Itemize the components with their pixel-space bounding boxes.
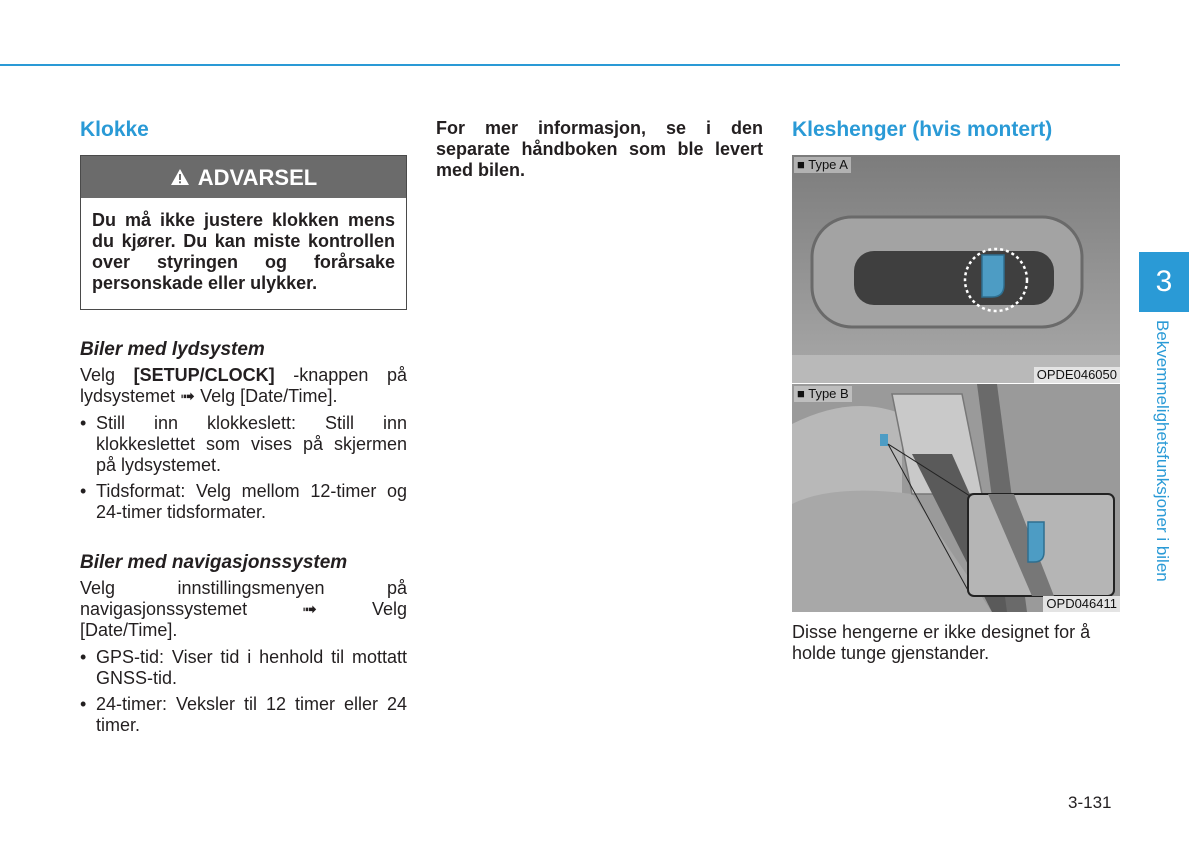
list-item bbox=[80, 694, 407, 736]
list-item-text: 24-timer: Veksler til 12 timer eller 24 timer. bbox=[96, 694, 407, 735]
left-column bbox=[80, 118, 407, 736]
coat-hanger-caption: Disse hengerne er ikke designet for å holde tunge gjenstander. bbox=[792, 622, 1091, 663]
chapter-title bbox=[1152, 320, 1176, 610]
setup-clock-key: [SETUP/CLOCK] bbox=[133, 365, 275, 385]
chapter-title-text: Bekvemmelighetsfunksjoner i bilen bbox=[1153, 320, 1172, 582]
chapter-tab: 3 bbox=[1139, 252, 1189, 312]
bullet: • bbox=[80, 481, 87, 501]
audio-instruction-c: -knappen på lydsystemet ➟ Velg [Date/Time]. bbox=[80, 365, 407, 406]
bullet: • bbox=[80, 694, 87, 714]
subheading-navigation: Biler med navigasjonssystem bbox=[80, 552, 348, 573]
nav-instruction: Velg innstillingsmenyen på navigasjonssystemet ➟ Velg [Date/Time]. bbox=[80, 578, 407, 640]
list-item bbox=[80, 481, 407, 523]
coat-hook-type-a-illustration bbox=[792, 155, 1120, 383]
audio-list bbox=[80, 413, 407, 523]
section-heading-coat-hanger: Kleshenger (hvis montert) bbox=[792, 118, 1053, 141]
warning-text: Du må ikke justere klokken mens du kjører. Du kan miste kontrollen over styringen og forårsake personskade eller ulykker. bbox=[92, 210, 395, 293]
section-heading-clock: Klokke bbox=[80, 118, 149, 141]
audio-instruction-a: Velg bbox=[80, 365, 134, 385]
list-item-text: Tidsformat: Velg mellom 12-timer og 24-timer tidsformater. bbox=[96, 481, 407, 522]
bullet: • bbox=[80, 413, 87, 433]
coat-hook-type-b-illustration bbox=[792, 384, 1120, 612]
figure-type-a-code: OPDE046050 bbox=[1034, 367, 1120, 383]
figure-type-a bbox=[792, 155, 1120, 383]
figure-type-a-label: ■ Type A bbox=[794, 157, 851, 173]
list-item bbox=[80, 413, 407, 476]
warning-title: ADVARSEL bbox=[197, 164, 318, 190]
figure-type-b bbox=[792, 384, 1120, 612]
nav-list bbox=[80, 647, 407, 736]
right-column bbox=[792, 118, 1120, 664]
warning-header bbox=[81, 156, 406, 198]
more-info-text: For mer informasjon, se i den separate håndboken som ble levert med bilen. bbox=[436, 118, 763, 180]
figure-type-b-label: ■ Type B bbox=[794, 386, 852, 402]
top-rule bbox=[0, 64, 1120, 66]
subheading-audio: Biler med lydsystem bbox=[80, 339, 265, 360]
warning-triangle-icon bbox=[170, 168, 190, 186]
list-item bbox=[80, 647, 407, 689]
figure-type-b-code: OPD046411 bbox=[1043, 596, 1120, 612]
audio-instruction bbox=[80, 365, 407, 407]
bullet: • bbox=[80, 647, 87, 667]
page-number: 3-131 bbox=[1068, 793, 1112, 812]
list-item-text: Still inn klokkeslett: Still inn klokkeslettet som vises på skjermen på lydsystemet. bbox=[96, 413, 407, 475]
list-item-text: GPS-tid: Viser tid i henhold til mottatt GNSS-tid. bbox=[96, 647, 407, 688]
middle-column bbox=[436, 118, 763, 181]
warning-box bbox=[80, 155, 407, 310]
